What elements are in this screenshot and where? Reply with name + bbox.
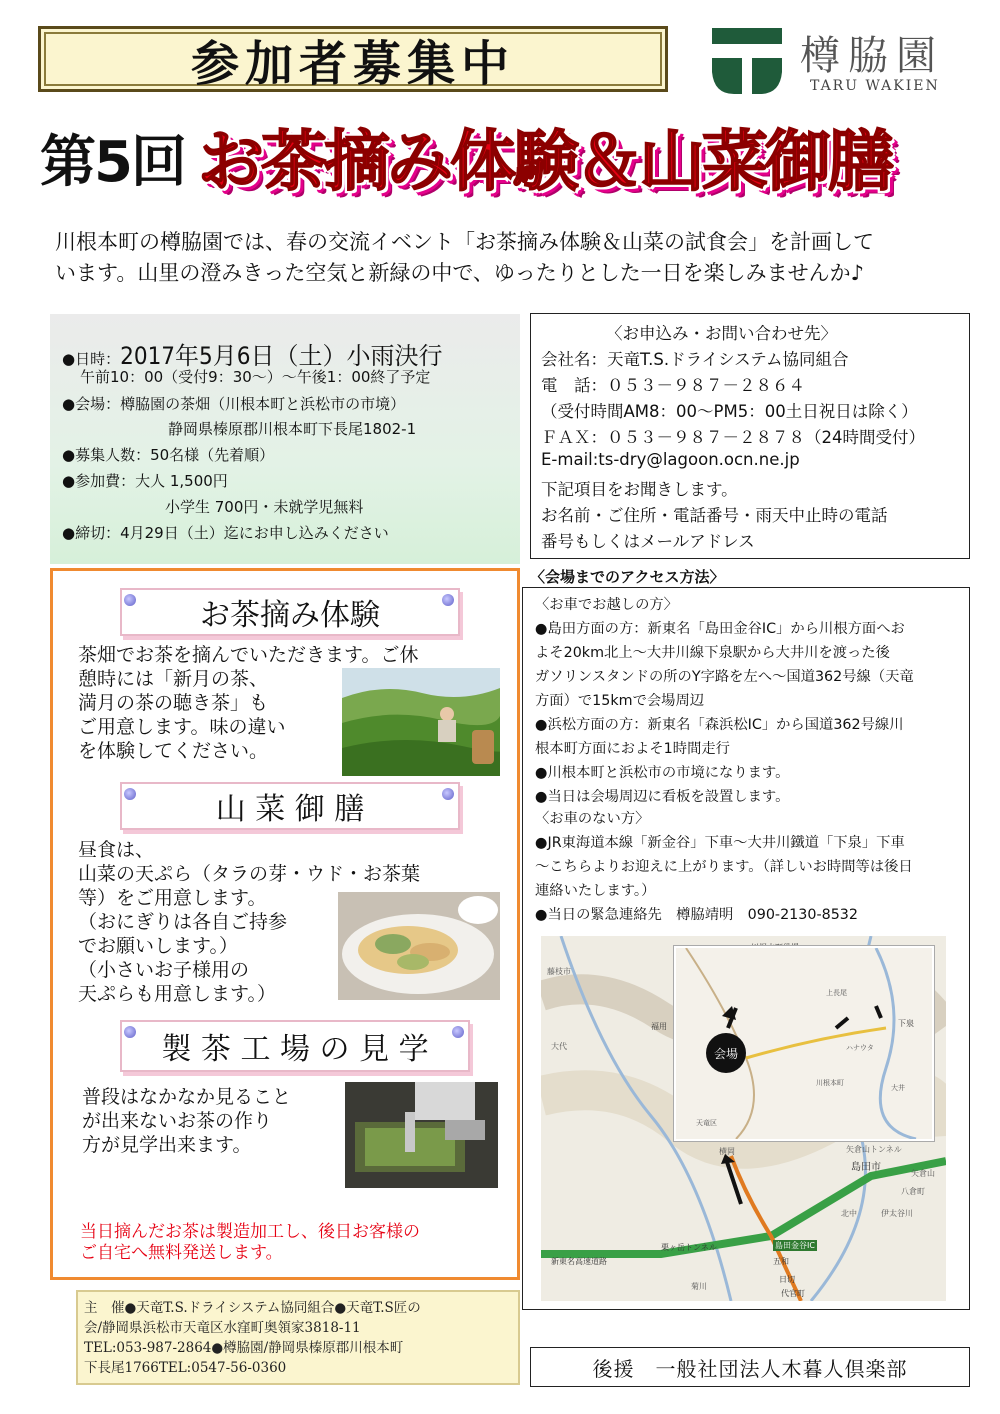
map-label: 日切: [779, 1275, 795, 1284]
inset-label: 天竜区: [696, 1119, 717, 1127]
map-label: 島田金谷IC: [775, 1241, 815, 1250]
inset-map: [674, 946, 934, 1141]
meal-line-2: 山菜の天ぷら（タラの芽・ウド・お茶葉: [78, 863, 421, 885]
map-label: 北中: [841, 1209, 857, 1218]
organizer-line-4: 下長尾1766TEL:0547-56-0360: [84, 1360, 287, 1376]
access-line-6: 根本町方面におよそ1時間走行: [535, 741, 730, 757]
organizer-line-3: TEL:053-987-2864●樽脇園/静岡県榛原郡川根本町: [84, 1340, 404, 1356]
banner-text: 参加者募集中: [190, 35, 515, 92]
date-value: 2017年5月6日（土）小雨決行: [120, 342, 443, 370]
factory-tour-title: 製 茶 工 場 の 見 学: [120, 1020, 470, 1072]
inset-label: 上長尾: [826, 989, 847, 997]
access-line-4: 方面）で15kmで会場周辺: [535, 693, 705, 709]
event-info-box: [50, 314, 520, 564]
logo-name: 樽脇園: [800, 33, 944, 79]
factory-line-3: 方が見学出来ます。: [82, 1134, 252, 1156]
contact-ask: 下記項目をお聞きします。: [541, 480, 738, 499]
tarawakien-logo-icon: [712, 28, 782, 94]
access-line-3: ガソリンスタンドの所のY字路を左へ〜国道362号線（天竜: [535, 669, 914, 685]
emergency-contact: ●当日の緊急連絡先 樽脇靖明 090-2130-8532: [535, 907, 859, 923]
meal-line-1: 昼食は、: [78, 839, 155, 861]
free-shipping-note: [80, 1222, 420, 1264]
map-label: 大代: [551, 1042, 567, 1051]
inset-label: 大井: [891, 1084, 905, 1092]
map-label: 伊太谷川: [881, 1209, 913, 1218]
contact-title: 〈お申込み・お問い合わせ先〉: [606, 324, 837, 343]
access-line-8: ●当日は会場周辺に看板を設置します。: [535, 789, 790, 805]
tea-line-3: 満月の茶の聴き茶」も: [78, 692, 269, 714]
sponsor-box: 後援 一般社団法人木暮人倶楽部: [530, 1347, 970, 1387]
access-line-7: ●川根本町と浜松市の市境になります。: [535, 765, 790, 781]
contact-hours: （受付時間AM8：00〜PM5：00土日祝日は除く）: [541, 402, 918, 421]
map-label: 五和: [773, 1257, 789, 1266]
pin-icon: [124, 594, 136, 606]
pin-icon: [124, 788, 136, 800]
tea-picking-title: お茶摘み体験: [120, 588, 460, 636]
map-label: 新東名高速道路: [551, 1257, 607, 1266]
round-label: 第5回: [40, 130, 185, 195]
fee-child: 小学生 700円・未就学児無料: [165, 498, 364, 516]
intro-text: [55, 227, 960, 289]
deadline: ●締切：4月29日（土）迄にお申し込みください: [62, 524, 389, 542]
intro-line-1: 川根本町の樽脇園では、春の交流イベント「お茶摘み体験＆山菜の試食会」を計画して: [55, 230, 874, 254]
fee-adult: ●参加費：大人 1,500円: [62, 472, 228, 490]
pin-icon: [452, 1026, 464, 1038]
intro-line-2: います。山里の澄みきった空気と新緑の中で、ゆったりとした一日を楽しみませんか♪: [55, 261, 865, 285]
factory-line-2: が出来ないお茶の作り: [82, 1110, 273, 1132]
contact-items-2: 番号もしくはメールアドレス: [541, 532, 755, 551]
note-line-2: ご自宅へ無料発送します。: [80, 1243, 283, 1263]
meal-title: 山 菜 御 膳: [120, 782, 460, 830]
map-label: 藤枝市: [547, 967, 571, 976]
organizer-box: [76, 1290, 520, 1385]
venue-address: 静岡県榛原郡川根本町下長尾1802-1: [168, 420, 417, 438]
map-label: 栗ヶ岳トンネル: [661, 1243, 717, 1252]
meal-line-3: 等）をご用意します。: [78, 887, 267, 909]
access-line-9: ●JR東海道本線「新金谷」下車〜大井川鐵道「下泉」下車: [535, 835, 905, 851]
map-label: 矢倉山トンネル: [846, 1145, 902, 1154]
access-line-10: 〜こちらよりお迎えに上がります。（詳しいお時間等は後日: [535, 859, 913, 875]
meal-line-5: でお願いします。）: [78, 935, 238, 957]
tea-line-4: ご用意します。味の違い: [78, 716, 286, 738]
access-heading: 〈会場までのアクセス方法〉: [530, 568, 725, 586]
access-line-1: ●島田方面の方：新東名「島田金谷IC」から川根方面へお: [535, 621, 905, 637]
meal-line-6: （小さいお子様用の: [78, 959, 250, 981]
inset-label: ハナウタ: [846, 1044, 874, 1052]
contact-email[interactable]: E-mail:ts-dry@lagoon.ocn.ne.jp: [541, 450, 800, 469]
meal-line-7: 天ぷらも用意します。）: [78, 983, 276, 1005]
map-label: 代官町: [781, 1289, 805, 1298]
contact-box: [530, 313, 970, 559]
tea-factory-photo: [345, 1082, 498, 1188]
tea-line-5: を体験してください。: [78, 740, 269, 762]
inset-label: 川根本町: [816, 1079, 844, 1087]
venue: ●会場：樽脇園の茶畑（川根本町と浜松市の市境）: [62, 395, 406, 413]
recruitment-banner: [38, 26, 668, 92]
capacity: ●募集人数：50名様（先着順）: [62, 446, 275, 464]
map-label: 八倉町: [901, 1187, 925, 1196]
organizer-line-1: 主 催●天竜T.S.ドライシステム協同組合●天竜T.S匠の: [84, 1300, 421, 1316]
event-time: 午前10：00（受付9：30〜）〜午後1：00終了予定: [80, 368, 431, 386]
shimoizumi-label: 下泉: [898, 1019, 914, 1028]
event-title: お茶摘み体験＆山菜御膳: [198, 123, 891, 200]
factory-line-1: 普段はなかなか見ること: [82, 1086, 292, 1108]
date-label: ●日時：: [62, 350, 121, 368]
map-label: 福用: [651, 1022, 667, 1031]
map-label: 矢倉山: [911, 1169, 935, 1178]
contact-company: 会社名：天竜T.S.ドライシステム協同組合: [541, 350, 849, 369]
note-line-1: 当日摘んだお茶は製造加工し、後日お客様の: [80, 1222, 420, 1242]
tea-picking-photo: [342, 668, 500, 776]
pin-icon: [442, 788, 454, 800]
pin-icon: [124, 1026, 136, 1038]
tea-line-1: 茶畑でお茶を摘んでいただきます。ご休: [78, 644, 419, 666]
pin-icon: [442, 594, 454, 606]
tea-line-2: 憩時には「新月の茶、: [78, 668, 269, 690]
map-label: 横岡: [719, 1147, 735, 1156]
contact-phone: 電 話：０５３－９８７－２８６４: [541, 376, 805, 395]
venue-marker: 会場: [706, 1033, 746, 1073]
organizer-line-2: 会/静岡県浜松市天竜区水窪町奥領家3818-11: [84, 1320, 361, 1336]
contact-items-1: お名前・ご住所・電話番号・雨天中止時の電話: [541, 506, 888, 525]
access-map: [541, 936, 946, 1301]
access-car-heading: 〈お車でお越しの方〉: [535, 597, 678, 613]
contact-fax: ＦＡＸ：０５３－９８７－２８７８（24時間受付）: [541, 428, 925, 447]
logo-roman: TARU WAKIEN: [810, 78, 940, 94]
meal-line-4: （おにぎりは各自ご持参: [78, 911, 288, 933]
map-label: 島田市: [851, 1162, 881, 1173]
map-label: 菊川: [691, 1282, 707, 1291]
access-line-11: 連絡いたします。）: [535, 883, 656, 899]
tempura-photo: [338, 892, 500, 1000]
access-nocar-heading: 〈お車のない方〉: [535, 811, 650, 827]
access-line-5: ●浜松方面の方：新東名「森浜松IC」から国道362号線川: [535, 717, 904, 733]
access-line-2: よそ20km北上〜大井川線下泉駅から大井川を渡った後: [535, 645, 890, 661]
